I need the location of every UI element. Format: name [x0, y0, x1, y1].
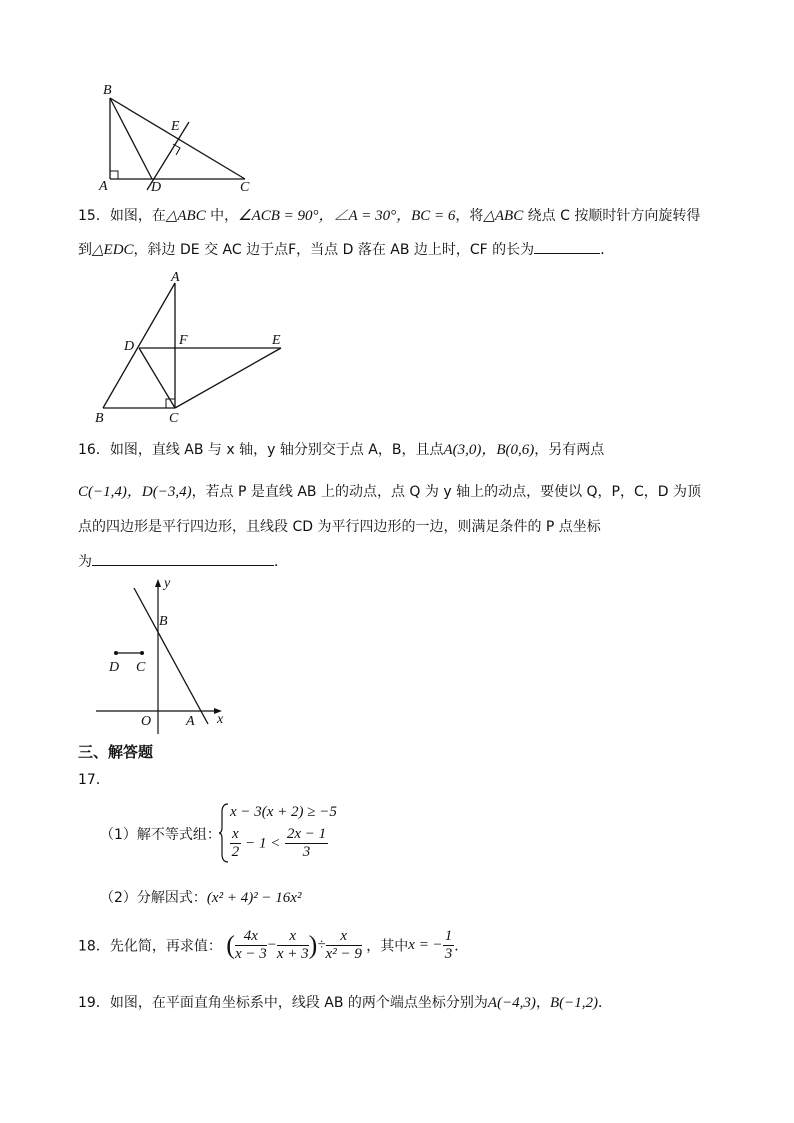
- frac-num: 4x: [235, 928, 267, 946]
- q15-triangle-abc: △ABC: [165, 208, 206, 224]
- q18-end: ．: [454, 938, 469, 955]
- fraction-1-over-3: [443, 928, 455, 963]
- q19-end: ．: [597, 995, 612, 1011]
- fraction-x-over-x2-9: [326, 928, 362, 963]
- q15-prefix: 15．如图，在: [78, 208, 166, 224]
- q15-line2-mid: ，斜边 DE 交 AC 边于点F，当点 D 落在 AB 边上时，CF 的长为: [133, 242, 535, 258]
- q16-line2: [78, 482, 701, 502]
- q19-sep: ，: [535, 995, 550, 1011]
- q15-line2: [78, 239, 614, 260]
- point-D: [114, 651, 118, 655]
- q15-triangle-abc-2: △ABC: [483, 208, 524, 224]
- fraction-2x-1-over-3: [285, 826, 328, 861]
- q17-part2-label: （2）分解因式：: [100, 890, 207, 906]
- frac-num: x: [277, 928, 309, 946]
- figure-q14: [95, 80, 265, 195]
- q15-line1: [78, 206, 700, 226]
- label-B: B: [103, 83, 112, 98]
- q15-conditions: ∠ACB = 90°，∠A = 30°，BC = 6: [238, 208, 456, 224]
- frac-num: x: [232, 826, 239, 842]
- right-angle-mark-A: [110, 171, 118, 179]
- q18-line: [78, 928, 468, 963]
- label-x: x: [217, 712, 224, 727]
- q16-points-cd: C(−1,4)，D(−3,4): [78, 484, 192, 500]
- frac-den: x − 3: [234, 946, 267, 962]
- q15-answer-blank[interactable]: [534, 239, 600, 254]
- q16-line1: [78, 440, 604, 460]
- label-A: A: [171, 270, 180, 285]
- frac-den: 3: [302, 844, 311, 860]
- fraction-x-over-x+3: [277, 928, 309, 963]
- q16-line2-text: ，若点 P 是直线 AB 上的动点，点 Q 为 y 轴上的动点，要使以 Q，P，C，D 为顶: [191, 484, 702, 500]
- label-D: D: [151, 180, 162, 195]
- q18-mid: ，其中: [366, 938, 409, 955]
- section-heading: 三、解答题: [78, 743, 154, 761]
- q17-ineq2-mid: − 1 <: [245, 835, 281, 852]
- q16-line4: [78, 551, 288, 572]
- close-paren: ): [308, 930, 318, 960]
- q18-label: 18．先化简，再求值：: [78, 938, 222, 955]
- q17-part2: [100, 888, 301, 908]
- q17-inequality-1: x − 3(x + 2) ≥ −5: [230, 804, 337, 820]
- open-paren: (: [226, 930, 235, 960]
- frac-den: x + 3: [276, 946, 309, 962]
- label-A: A: [99, 179, 108, 194]
- frac-den: x² − 9: [325, 946, 362, 962]
- q19-text: 19．如图，在平面直角坐标系中，线段 AB 的两个端点坐标分别为: [78, 995, 488, 1011]
- q16-line1-suffix: ，另有两点: [534, 442, 605, 458]
- q15-line2-prefix: 到: [78, 242, 92, 258]
- q17-number: 17．: [78, 772, 110, 788]
- q19-point-b: B(−1,2): [549, 995, 598, 1011]
- q15-mid1: 中，: [205, 208, 239, 224]
- label-D: D: [109, 660, 120, 675]
- minus-sign: −: [266, 937, 277, 953]
- label-O: O: [141, 714, 152, 729]
- q17-inequality-2: [230, 826, 328, 861]
- frac-den: 2: [231, 844, 240, 860]
- frac-num: 1: [444, 928, 453, 944]
- q16-line3: [78, 517, 601, 537]
- label-E: E: [272, 333, 281, 348]
- q19-line: [78, 993, 612, 1013]
- label-B: B: [159, 614, 168, 629]
- figure-q16: [92, 574, 242, 736]
- y-axis-arrow: [155, 579, 161, 587]
- point-C: [140, 651, 144, 655]
- figure-q15: [88, 266, 298, 428]
- label-D: D: [124, 339, 135, 354]
- q15-suffix: 绕点 C 按顺时针方向旋转得: [523, 208, 701, 224]
- label-E: E: [171, 119, 180, 134]
- q17-part1-label: （1）解不等式组：: [100, 827, 221, 843]
- frac-den: 3: [444, 946, 453, 962]
- label-C: C: [169, 411, 179, 426]
- q16-line4-suffix: ．: [274, 554, 288, 570]
- label-B: B: [95, 411, 104, 426]
- q16-line4-prefix: 为: [78, 554, 92, 570]
- fraction-4x-over-x-3: [235, 928, 267, 963]
- label-y: y: [164, 576, 171, 591]
- q15-line2-suffix: ．: [600, 242, 615, 258]
- label-C: C: [136, 660, 146, 675]
- q19-point-a: A(−4,3): [487, 995, 536, 1011]
- label-F: F: [179, 333, 188, 348]
- q16-line1-prefix: 16．如图，直线 AB 与 x 轴，y 轴分别交于点 A，B，且点: [78, 442, 444, 458]
- line-AB: [134, 588, 208, 724]
- label-C: C: [240, 180, 250, 195]
- q15-mid2: ，将: [455, 208, 484, 224]
- fraction-x-over-2: [230, 826, 241, 861]
- q16-points-ab: A(3,0)，B(0,6): [443, 442, 535, 458]
- divide-sign: ÷: [317, 937, 326, 953]
- system-brace: [218, 802, 230, 864]
- q16-line3-text: 点的四边形是平行四边形，且线段 CD 为平行四边形的一边，则满足条件的 P 点坐标: [78, 519, 601, 535]
- segment-BC: [110, 98, 245, 179]
- q17-part2-expression: (x² + 4)² − 16x²: [206, 890, 302, 906]
- frac-num: 2x − 1: [286, 826, 327, 842]
- label-A: A: [186, 714, 195, 729]
- q16-answer-blank[interactable]: [92, 551, 274, 566]
- segment-EC: [175, 348, 281, 408]
- q15-triangle-edc: △EDC: [92, 242, 134, 258]
- frac-num: x: [326, 928, 362, 946]
- q18-x-equals: x = −: [408, 937, 443, 953]
